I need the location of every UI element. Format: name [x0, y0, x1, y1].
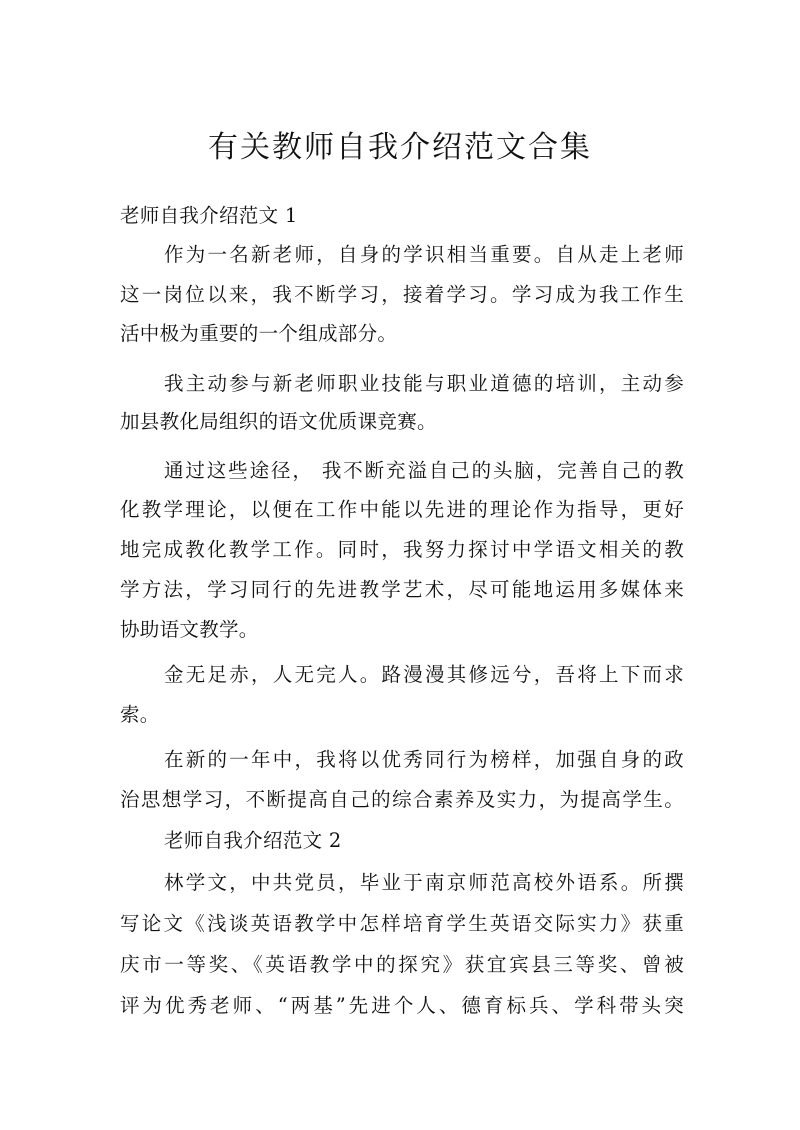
- section-heading-2: 老师自我介绍范文 2: [164, 829, 342, 852]
- paragraph-line: 金无足赤，人无完人。路漫漫其修远兮，吾将上下而求: [164, 663, 684, 686]
- paragraph-line: 化教学理论，以便在工作中能以先进的理论作为指导，更好: [120, 498, 684, 521]
- paragraph-line: 加县教化局组织的语文优质课竞赛。: [120, 410, 437, 433]
- paragraph-line: 我主动参与新老师职业技能与职业道德的培训，主动参: [164, 372, 684, 395]
- paragraph-line: 通过这些途径， 我不断充溢自己的头脑，完善自己的教: [164, 459, 684, 482]
- paragraph-line: 学方法，学习同行的先进教学艺术，尽可能地运用多媒体来: [120, 578, 684, 601]
- paragraph-line: 索。: [120, 703, 160, 726]
- paragraph-line: 治思想学习，不断提高自己的综合素养及实力，为提高学生。: [120, 788, 684, 811]
- paragraph-line: 写论文《浅谈英语教学中怎样培育学生英语交际实力》获重: [120, 912, 684, 935]
- paragraph-line: 协助语文教学。: [120, 618, 259, 641]
- paragraph-line: 庆市一等奖、《英语教学中的探究》获宜宾县三等奖、曾被: [120, 953, 684, 976]
- paragraph-line: 作为一名新老师，自身的学识相当重要。自从走上老师: [164, 243, 684, 266]
- paragraph-line: 林学文，中共党员，毕业于南京师范高校外语系。所撰: [164, 871, 684, 894]
- paragraph-line: 这一岗位以来，我不断学习，接着学习。学习成为我工作生: [120, 283, 684, 306]
- paragraph-line: 活中极为重要的一个组成部分。: [120, 322, 398, 345]
- document-title: 有关教师自我介绍范文合集: [208, 130, 592, 165]
- paragraph-line: 评为优秀老师、“两基”先进个人、德育标兵、学科带头突: [120, 994, 684, 1017]
- paragraph-line: 地完成教化教学工作。同时，我努力探讨中学语文相关的教: [120, 538, 684, 561]
- section-heading-1: 老师自我介绍范文 1: [120, 204, 298, 227]
- paragraph-line: 在新的一年中，我将以优秀同行为榜样，加强自身的政: [164, 748, 684, 771]
